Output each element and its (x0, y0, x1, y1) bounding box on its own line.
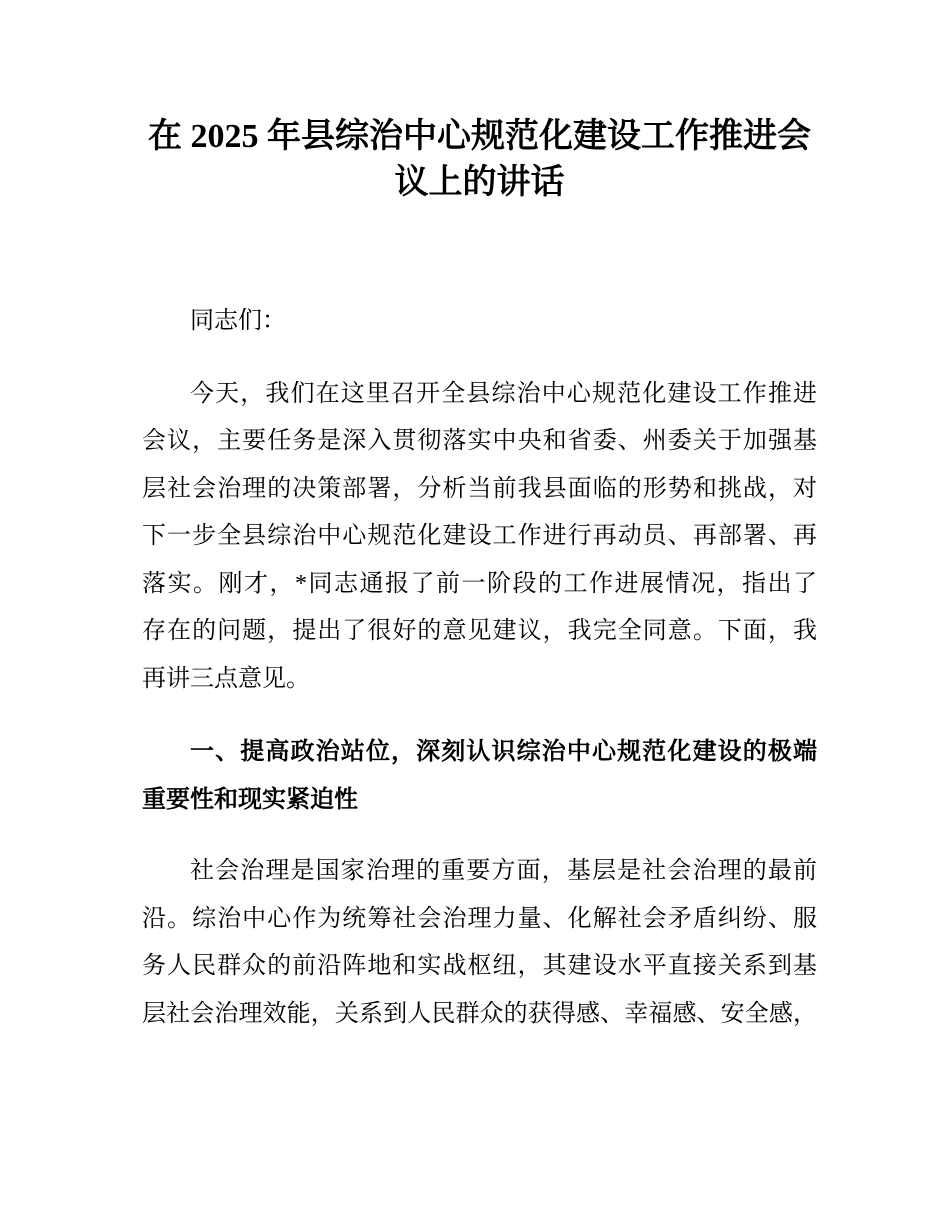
text-line: 社会治理是国家治理的重要方面，基层是社会治理的最前 (190, 858, 817, 884)
text-line: 沿。综治中心作为统筹社会治理力量、化解社会矛盾纠纷、服 (142, 905, 817, 932)
document-body (142, 206, 817, 1038)
text-line: 重要性和现实紧迫性 (142, 785, 358, 813)
text-line: 层社会治理的决策部署，分析当前我县面临的形势和挑战，对 (142, 475, 817, 502)
text-line: 务人民群众的前沿阵地和实战枢纽，其建设水平直接关系到基 (142, 953, 817, 979)
text-line: 一、提高政治站位，深刻认识综治中心规范化建设的极端 (190, 738, 817, 765)
text-line: 今天，我们在这里召开全县综治中心规范化建设工作推进 (190, 380, 817, 407)
text-line: 会议，主要任务是深入贯彻落实中央和省委、州委关于加强基 (142, 428, 817, 454)
text-line: 存在的问题，提出了很好的意见建议，我完全同意。下面，我 (142, 618, 817, 644)
text-line: 同志们： (190, 308, 286, 334)
paragraph (142, 848, 817, 1038)
text-line: 落实。刚才，*同志通报了前一阶段的工作进展情况，指出了 (142, 570, 817, 597)
document-title (142, 114, 817, 206)
text-line: 下一步全县综治中心规范化建设工作进行再动员、再部署、再 (142, 523, 817, 549)
paragraph (142, 371, 817, 704)
section-heading (142, 728, 817, 823)
text-line: 再讲三点意见。 (142, 665, 310, 692)
title-line-2: 议上的讲话 (394, 164, 565, 201)
title-line-1: 在 2025 年县综治中心规范化建设工作推进会 (148, 118, 811, 155)
paragraph (142, 298, 817, 346)
text-line: 层社会治理效能，关系到人民群众的获得感、幸福感、安全感， (142, 1000, 817, 1027)
